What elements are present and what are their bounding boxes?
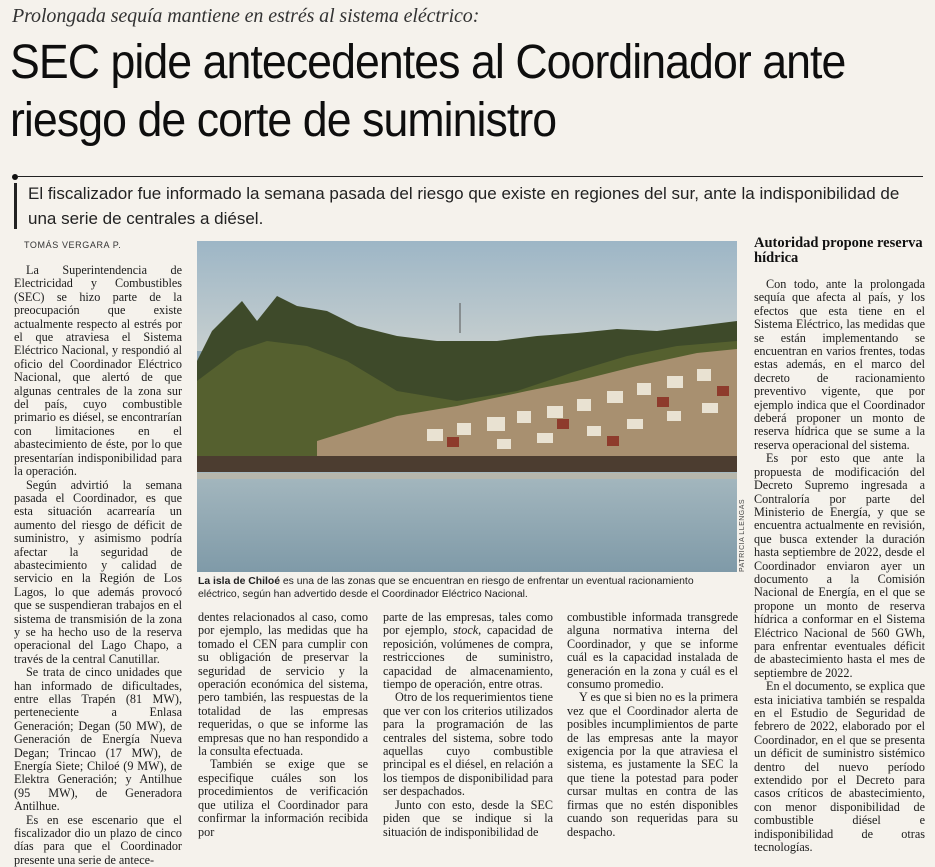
col1-paragraph: Se trata de cinco unidades que han informado de dificultades, entre ellas Trapén (81 MW), perteneciente a Enlasa Generación; Degan (50 MW), de Generación de Energía Nueva Degan; Trincao (17 MW), de Energía Siete; Chiloé (9 MW), de Elektra Generación; y Antilhue (95 MW), de Generadora Antilhue. [14,665,182,814]
caption-text: es una de las zonas que se encuentran en riesgo de enfrentar un eventual racionamiento eléctrico, según han advertido desde el Coordinador Eléctrico Nacional. [198,576,694,600]
col3-italic-term: stock [453,623,479,638]
photo-credit-wrap [739,498,749,652]
photo-chiloe [197,241,737,572]
col4-paragraph: combustible informada transgrede alguna normativa interna del Coordinador, y que se informe cuál es la capacidad instalada de generación en la zona y cuál es el consumo promedio. [567,610,738,692]
byline: TOMÁS VERGARA P. [24,240,122,250]
col3-paragraph [383,611,553,691]
col2-paragraph: También se exige que se especifique cuáles son los procedimientos de verificación que utiliza el Coordinador para confirmar la información recibida por [198,757,368,839]
sidebar-paragraph: Con todo, ante la prolongada sequía que afecta al país, y los efectos que esta tiene en el Sistema Eléctrico, las medidas que se están implementando se encuentran en varios frentes, todas estas además, en el marco del decreto de racionamiento preventivo vigente, que por ejemplo indica que el Coordinador deberá proponer un monto de reserva hídrica que se sume a la reserva operacional del sistema. [754,277,925,452]
sidebar-heading: Autoridad propone reserva hídrica [754,235,923,266]
headline: SEC pide antecedentes al Coordinador ante riesgo de corte de suministro [10,36,846,147]
deck: El fiscalizador fue informado la semana pasada del riesgo que existe en regiones del sur, ante la indisponibilidad de una serie de centrales a diésel. [28,184,900,228]
sidebar-paragraph: En el documento, se explica que esta iniciativa también se respalda en el Estudio de Seguridad de febrero de 2022, elaborado por el Coordinador, en el que se presenta un déficit de suministro sistémico dentro del nuevo período extendido por el Decreto para casos críticos de abastecimiento, con menor disponibilidad de combustible diésel e indisponibilidad de otras tecnologías. [754,679,925,855]
col3-paragraph: Junto con esto, desde la SEC piden que se indique si la situación de indisponibilidad de [383,797,553,839]
photo-caption [198,575,738,601]
photo-illustration [197,241,737,572]
col1-paragraph: Según advirtió la semana pasada el Coordinador, es que esta situación acarrearía un aumento del riesgo de déficit de suministro, y asimismo podría afectar la seguridad de abastecimiento y calidad de servicio en la Región de Los Lagos, lo que además provocó que se suspendieran trabajos en el sistema de transmisión de la zona y se ha hecho uso de la reserva operacional del Lago Chapo, a través de la central Canutillar. [14,477,182,666]
sidebar-column [754,278,925,854]
col2-paragraph: dentes relacionados al caso, como por ejemplo, las medidas que ha tomado el CEN para cumplir con su obligación de preservar la seguridad de servicio y la operación económica del sistema, pero también, las respuestas de la totalidad de las empresas requeridas, o que se informe las empresas que no han respondido a la consulta efectuada. [198,610,368,759]
column-3 [383,611,553,839]
col3-text-a: parte de las empresas, tales como por ejemplo, [383,610,553,638]
col4-paragraph: Y es que si bien no es la primera vez que el Coordinador alerta de posibles incumplimientos de parte de las empresas ante la mayor exigencia por la que atraviesa el sistema, es justamente la SEC la que tiene la potestad para poder cursar multas en contra de las firmas que no estén disponibles cuando son requeridas para su despacho. [567,690,738,839]
col3-paragraph: Otro de los requerimientos tiene que ver con los criterios utilizados para la programación de las centrales del sistema, sobre todo aquellas cuyo combustible principal es el diésel, en relación a los tiempos de disponibilidad para ser despachados. [383,690,553,799]
column-1 [14,264,182,867]
col1-paragraph: La Superintendencia de Electricidad y Combustibles (SEC) se hizo parte de la preocupación que existe actualmente respecto al estrés por el que atraviesa el Sistema Eléctrico Nacional, y respondió al oficio del Coordinador Eléctrico Nacional, que alertó de que algunas centrales de la zona sur del país, cuyo combustible primario es diésel, se encontrarían con limitaciones en el abastecimiento de éste, por lo que presentarían indisponibilidad para la operación. [14,263,182,479]
rule-dot [12,174,18,180]
rule-line [18,176,923,177]
column-2 [198,611,368,839]
deck-bar [14,183,17,229]
caption-lead: La isla de Chiloé [198,576,280,587]
col3-text-b: , capacidad de reposición, volúmenes de compra, restricciones de suministro, capacidad de almacenamiento, tiempo de operación, entre otras. [383,623,553,692]
col1-paragraph: Es en ese escenario que el fiscalizador dio un plazo de cinco días para que el Coordinador presente una serie de antece- [14,812,182,867]
photo-credit: PATRICIA LLENGAS [739,498,746,572]
kicker: Prolongada sequía mantiene en estrés al sistema eléctrico: [12,5,480,27]
column-4 [567,611,738,839]
sidebar-paragraph: Es por esto que ante la propuesta de modificación del Decreto Supremo ingresada a Contraloría por parte del Ministerio de Energía, y que se encuentra actualmente en revisión, que busca extender la duración hasta septiembre de 2022, desde el Coordinador enviaron ayer un documento a la Comisión Nacional de Energía, en el que se propone un monto de reserva hídrica a conformar en el Sistema Eléctrico Nacional de 560 GWh, para enfrentar eventuales déficit de abastecimiento hasta el mes de septiembre de 2022. [754,451,925,680]
